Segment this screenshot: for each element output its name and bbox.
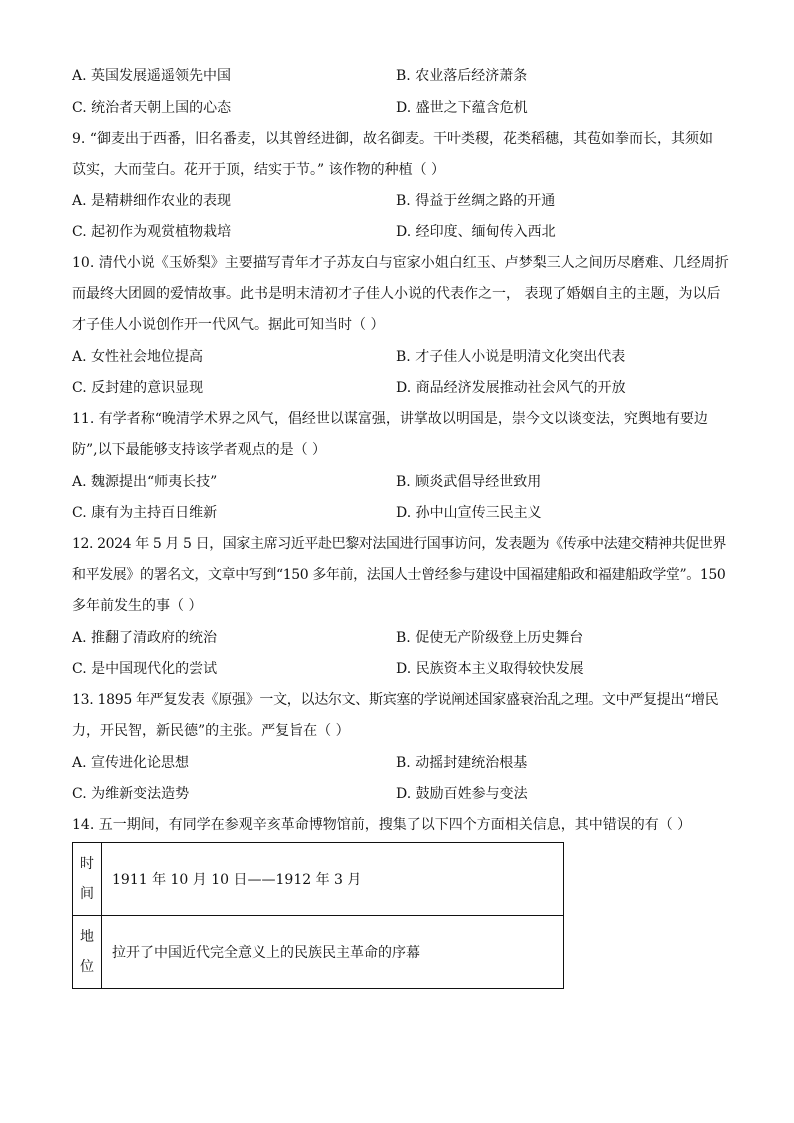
q12-option-c: C. 是中国现代化的尝试 [72, 661, 218, 677]
q13-option-b: B. 动摇封建统治根基 [396, 755, 528, 771]
q12-stem-line3: 多年前发生的事（ ） [72, 598, 203, 614]
q10-stem-line1: 10. 清代小说《玉娇梨》主要描写青年才子苏友白与宦家小姐白红玉、卢梦梨三人之间历尽磨难、几经周折 [72, 255, 729, 271]
q11-option-c: C. 康有为主持百日维新 [72, 505, 218, 521]
q11-option-b: B. 顾炎武倡导经世致用 [396, 474, 542, 490]
header-char: 位 [80, 959, 94, 975]
q13-option-a: A. 宣传进化论思想 [72, 755, 190, 771]
header-char: 时 [80, 856, 94, 872]
q9-option-d: D. 经印度、缅甸传入西北 [396, 224, 556, 240]
q13-stem-line2: 力，开民智，新民德”的主张。严复旨在（ ） [72, 723, 350, 739]
table-value-cell: 1911 年 10 月 10 日——1912 年 3 月 [102, 843, 564, 916]
q14-stem: 14. 五一期间，有同学在参观辛亥革命博物馆前，搜集了以下四个方面相关信息，其中错误的有（ ） [72, 817, 692, 833]
q10-stem-line2: 而最终大团圆的爱情故事。此书是明末清初才子佳人小说的代表作之一， 表现了婚姻自主的主题，为以后 [72, 286, 721, 302]
q8-option-c: C. 统治者天朝上国的心态 [72, 100, 232, 116]
q9-option-a: A. 是精耕细作农业的表现 [72, 193, 232, 209]
q11-stem-line2: 防”,以下最能够支持该学者观点的是（ ） [72, 442, 327, 458]
table-header-cell [73, 843, 102, 916]
q10-option-c: C. 反封建的意识显现 [72, 380, 204, 396]
q11-option-d: D. 孙中山宣传三民主义 [396, 505, 542, 521]
q10-option-b: B. 才子佳人小说是明清文化突出代表 [396, 349, 626, 365]
q11-stem-line1: 11. 有学者称“晚清学术界之风气，倡经世以谋富强，讲掌故以明国是，崇今文以谈变法，究舆地有要边 [72, 411, 708, 427]
q8-option-b: B. 农业落后经济萧条 [396, 68, 528, 84]
q12-stem-line2: 和平发展》的署名文，文章中写到“150 多年前，法国人士曾经参与建设中国福建船政和福建船政学堂”。150 [72, 567, 726, 583]
table-header-cell [73, 916, 102, 989]
q14-info-table [72, 842, 564, 989]
header-char: 间 [80, 886, 94, 902]
q9-stem-line2: 苡实，大而莹白。花开于顶，结实于节。” 该作物的种植（ ） [72, 162, 446, 178]
q9-option-b: B. 得益于丝绸之路的开通 [396, 193, 556, 209]
q12-option-a: A. 推翻了清政府的统治 [72, 630, 218, 646]
q12-option-d: D. 民族资本主义取得较快发展 [396, 661, 584, 677]
table-row [73, 843, 564, 916]
q12-stem-line1: 12. 2024 年 5 月 5 日，国家主席习近平赴巴黎对法国进行国事访问，发表题为《传承中法建交精神共促世界 [72, 536, 727, 552]
q12-option-b: B. 促使无产阶级登上历史舞台 [396, 630, 584, 646]
q10-stem-line3: 才子佳人小说创作开一代风气。据此可知当时（ ） [72, 317, 385, 333]
q13-stem-line1: 13. 1895 年严复发表《原强》一文，以达尔文、斯宾塞的学说阐述国家盛衰治乱之理。文中严复提出“增民 [72, 692, 719, 708]
q11-option-a: A. 魏源提出“师夷长技” [72, 474, 218, 490]
q13-option-c: C. 为维新变法造势 [72, 786, 190, 802]
q8-option-a: A. 英国发展遥遥领先中国 [72, 68, 232, 84]
table-row [73, 916, 564, 989]
q10-option-a: A. 女性社会地位提高 [72, 349, 204, 365]
q10-option-d: D. 商品经济发展推动社会风气的开放 [396, 380, 626, 396]
q9-stem-line1: 9. “御麦出于西番，旧名番麦，以其曾经进御，故名御麦。干叶类稷，花类稻穗，其苞如拳而长，其须如 [72, 131, 713, 147]
q8-option-d: D. 盛世之下蕴含危机 [396, 100, 528, 116]
table-value-cell: 拉开了中国近代完全意义上的民族民主革命的序幕 [102, 916, 564, 989]
q13-option-d: D. 鼓励百姓参与变法 [396, 786, 528, 802]
q9-option-c: C. 起初作为观赏植物栽培 [72, 224, 232, 240]
header-char: 地 [80, 929, 94, 945]
